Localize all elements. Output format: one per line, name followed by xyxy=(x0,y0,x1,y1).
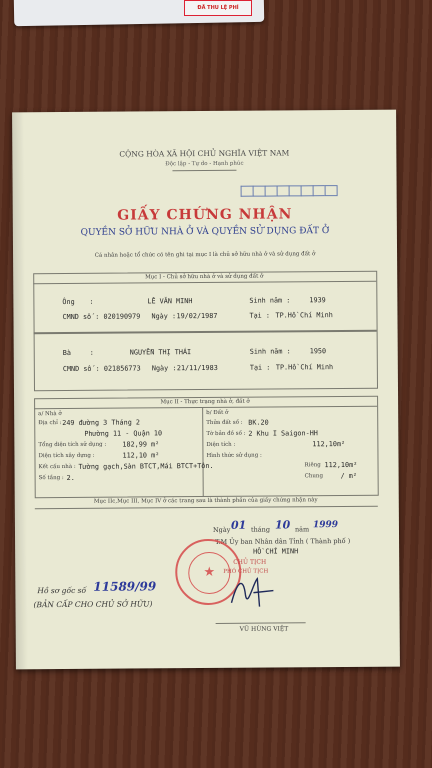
owner2-place-label: Tại : xyxy=(249,363,271,372)
official-seal: ★ xyxy=(175,539,241,605)
date-month-label: tháng xyxy=(250,525,271,534)
date-month: 10 xyxy=(274,518,291,532)
owner1-id-label: CMND số : xyxy=(62,312,100,321)
land-map: 2 Khu I Saigon-HH xyxy=(248,429,318,438)
section-2-title: Mục II - Thực trạng nhà ở, đất ở xyxy=(160,398,250,406)
owner1-birth-year: 1939 xyxy=(309,296,326,305)
house-structure: Tường gạch,Sàn BTCT,Mái BTCT+Tôn. xyxy=(78,461,214,471)
house-total-area: 182,99 m² xyxy=(122,440,160,449)
owner2-place: TP.Hồ Chí Minh xyxy=(275,363,334,372)
date-day: 01 xyxy=(230,518,247,532)
motto-underline xyxy=(172,170,236,171)
owner1-birth-label: Sinh năm : xyxy=(249,296,291,305)
house-address-label: Địa chỉ : xyxy=(38,420,62,427)
record-label: Hồ sơ gốc số xyxy=(37,585,87,596)
land-plot: BK.20 xyxy=(248,418,269,427)
owner2-issued-label: Ngày : xyxy=(151,364,177,373)
intro-text: Cá nhân hoặc tổ chức có tên ghi tại mục I là chủ sở hữu nhà ở và sử dụng đất ở xyxy=(94,251,316,259)
house-structure-label: Kết cấu nhà : xyxy=(38,463,76,471)
date-year-label: năm xyxy=(294,525,310,534)
land-shared-label: Chung xyxy=(304,473,323,480)
house-total-area-label: Tổng diện tích sử dụng : xyxy=(38,441,107,449)
land-heading: b/ Đất ở xyxy=(206,409,229,416)
land-map-label: Tờ bản đồ số : xyxy=(206,430,246,437)
signer-position: CHỦ TỊCH xyxy=(233,558,267,566)
land-private: 112,10m² xyxy=(324,460,358,470)
certificate-title: GIẤY CHỨNG NHẬN xyxy=(117,206,293,224)
house-floors: 2. xyxy=(66,473,75,482)
owner1-issued-label: Ngày : xyxy=(151,312,177,321)
owner2-birth-year: 1950 xyxy=(309,347,327,356)
land-plot-label: Thửa đất số : xyxy=(206,419,243,426)
authority-city: HỒ CHÍ MINH xyxy=(253,547,299,556)
record-number: 11589/99 xyxy=(93,579,157,594)
owner1-place-label: Tại : xyxy=(249,311,270,320)
house-floors-label: Số tầng : xyxy=(38,474,64,482)
authority-line: T.M Ủy ban Nhân dân Tỉnh ( Thành phố ) xyxy=(215,536,351,546)
signer-position-sub: PHÓ CHỦ TỊCH xyxy=(223,568,269,575)
footer-note: Mục IIc,Mục III, Mục IV ở các trang sau là thành phần của giấy chứng nhận này xyxy=(93,497,318,505)
house-built-area: 112,10 m² xyxy=(122,451,160,460)
owner2-name: NGUYỄN THỊ THÁI xyxy=(129,348,192,357)
fee-paid-stamp: ĐÃ THU LỆ PHÍ xyxy=(184,0,252,16)
serial-boxes xyxy=(241,185,338,197)
certificate-subtitle: QUYỀN SỞ HỮU NHÀ Ở VÀ QUYỀN SỬ DỤNG ĐẤT Ở xyxy=(80,226,330,238)
owner2-issued: 21/11/1983 xyxy=(176,363,218,373)
house-address-line2: Phường 11 - Quận 10 xyxy=(84,429,163,438)
certificate-document: CỘNG HÒA XÃ HỘI CHỦ NGHĨA VIỆT NAM Độc lập - Tự do - Hạnh phúc GIẤY CHỨNG NHẬN QUYỀN SỞ HỮU NHÀ Ở VÀ QUYỀN SỬ DỤNG ĐẤT Ở Cá nhân hoặc tổ chức có tên ghi tại mục I là chủ sở hữu nhà ở và sử dụng đất ở Mục I - Chủ sở hữu nhà ở và sử dụng đất ở Ông : LÊ VĂN MINH Sinh năm : 1939 CMND số : 020190979 Ngày : 19/02/1987 Tại : TP.Hồ Chí Minh Bà : NGUYỄN THỊ THÁI Sinh năm : 1950 CMND số : 021856773 Ngày : 21/11/1983 Tại : TP.Hồ Chí Minh Mục II - Thực trạng nhà ở, đất ở a/ Nhà ở Địa chỉ : 249 đường 3 Tháng 2 Phường 11 - Quận 10 Tổng diện tích sử dụng : 182,99 m² Diện tích xây dựng : 112,10 m² Kết cấu nhà : Tường gạch,Sàn BTCT,Mái BTCT+Tôn. Số tầng : 2. b/ Đất ở Thửa đất số : BK.20 Tờ bản đồ số : 2 Khu I Saigon-HH Diện tích : 112,10m² Hình thức sử dụng : Riêng 112,10m² Chung / m² Mục IIc,Mục III, Mục IV ở các trang sau là thành phần của giấy chứng nhận này Ngày 01 tháng 10 năm 1999 T.M Ủy ban Nhân dân Tỉnh ( Thành phố ) HỒ CHÍ MINH ★ CHỦ TỊCH PHÓ CHỦ TỊCH VŨ HÙNG VIỆT Hồ sơ gốc số 11589/99 (BẢN CẤP CHO CHỦ SỞ HỮU) xyxy=(12,110,400,670)
date-prefix: Ngày xyxy=(212,525,231,534)
copy-note: (BẢN CẤP CHO CHỦ SỞ HỮU) xyxy=(33,599,153,610)
owner2-role: Bà xyxy=(62,348,71,357)
land-private-label: Riêng xyxy=(304,462,321,469)
owner2-birth-label: Sinh năm : xyxy=(249,347,291,356)
owner2-id: 021856773 xyxy=(103,364,141,373)
owner2-id-label: CMND số : xyxy=(62,364,100,373)
footer-note-underline xyxy=(35,506,378,509)
owner1-id: 020190979 xyxy=(103,312,141,321)
section-1-title: Mục I - Chủ sở hữu nhà ở và sử dụng đất ở xyxy=(145,273,264,281)
land-area: 112,10m² xyxy=(312,440,346,449)
house-built-area-label: Diện tích xây dựng : xyxy=(38,452,95,460)
signature-line xyxy=(216,622,306,624)
owner1-name: LÊ VĂN MINH xyxy=(147,297,193,306)
date-year: 1999 xyxy=(312,520,339,531)
land-usage-label: Hình thức sử dụng : xyxy=(206,452,262,459)
owner1-place: TP.Hồ Chí Minh xyxy=(275,311,333,320)
land-area-label: Diện tích : xyxy=(206,441,236,448)
country-name: CỘNG HÒA XÃ HỘI CHỦ NGHĨA VIỆT NAM xyxy=(119,148,290,159)
motto: Độc lập - Tự do - Hạnh phúc xyxy=(165,160,244,168)
owner1-role: Ông xyxy=(62,297,75,307)
signature xyxy=(223,572,283,612)
owner1-issued: 19/02/1987 xyxy=(176,311,218,321)
house-address-line1: 249 đường 3 Tháng 2 xyxy=(62,418,141,428)
land-shared: / m² xyxy=(340,471,358,481)
signer-name: VŨ HÙNG VIỆT xyxy=(239,625,289,633)
house-heading: a/ Nhà ở xyxy=(38,411,62,418)
